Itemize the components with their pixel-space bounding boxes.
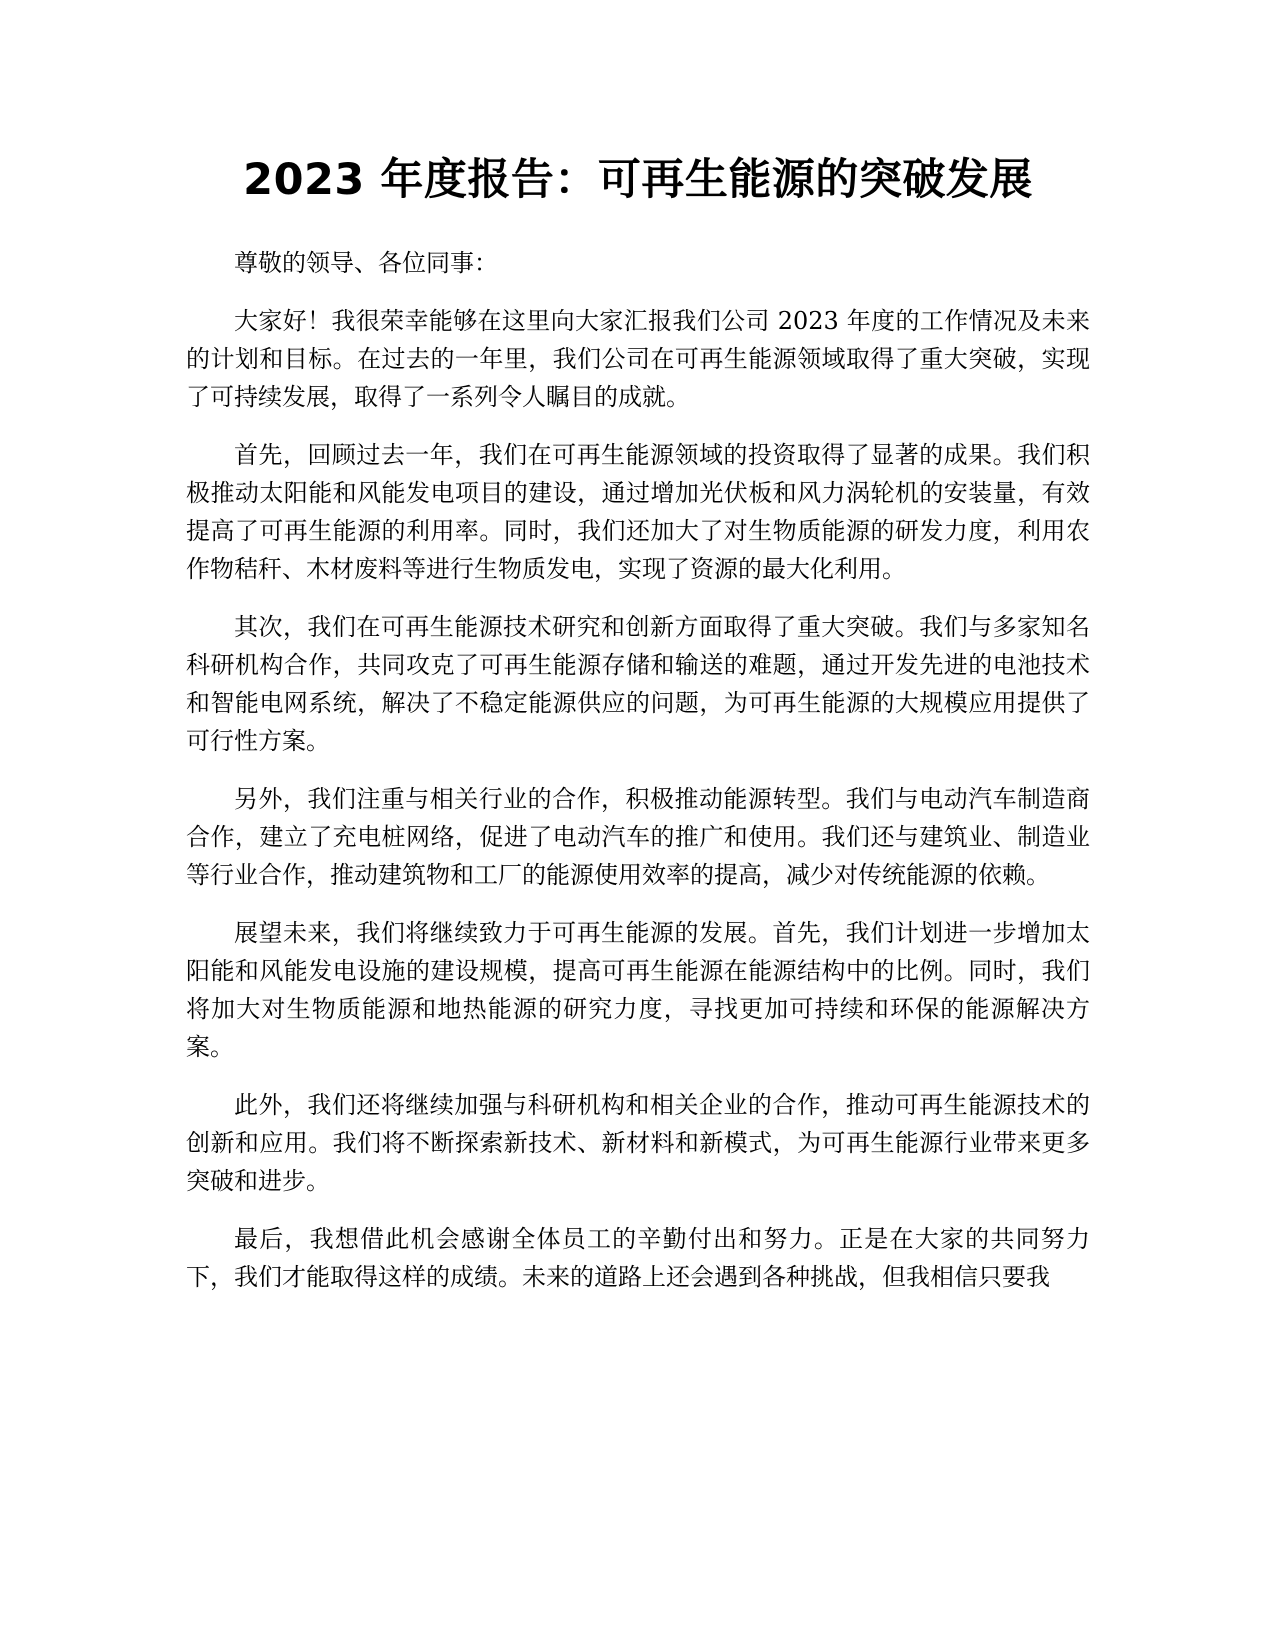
body-paragraph: 大家好！我很荣幸能够在这里向大家汇报我们公司 2023 年度的工作情况及未来的计划和目标。在过去的一年里，我们公司在可再生能源领域取得了重大突破，实现了可持续发展，取得了一系列令人瞩目的成就。 xyxy=(186,307,1090,411)
body-paragraph: 其次，我们在可再生能源技术研究和创新方面取得了重大突破。我们与多家知名科研机构合作，共同攻克了可再生能源存储和输送的难题，通过开发先进的电池技术和智能电网系统，解决了不稳定能源供应的问题，为可再生能源的大规模应用提供了可行性方案。 xyxy=(186,613,1090,755)
body-paragraph: 最后，我想借此机会感谢全体员工的辛勤付出和努力。正是在大家的共同努力下，我们才能取得这样的成绩。未来的道路上还会遇到各种挑战，但我相信只要我 xyxy=(186,1225,1090,1291)
body-paragraph: 此外，我们还将继续加强与科研机构和相关企业的合作，推动可再生能源技术的创新和应用。我们将不断探索新技术、新材料和新模式，为可再生能源行业带来更多突破和进步。 xyxy=(186,1091,1090,1195)
body-paragraph: 展望未来，我们将继续致力于可再生能源的发展。首先，我们计划进一步增加太阳能和风能发电设施的建设规模，提高可再生能源在能源结构中的比例。同时，我们将加大对生物质能源和地热能源的研究力度，寻找更加可持续和环保的能源解决方案。 xyxy=(186,919,1090,1061)
greeting-paragraph: 尊敬的领导、各位同事： xyxy=(234,249,498,277)
document-title: 2023 年度报告：可再生能源的突破发展 xyxy=(243,155,1033,205)
body-paragraph: 另外，我们注重与相关行业的合作，积极推动能源转型。我们与电动汽车制造商合作，建立了充电桩网络，促进了电动汽车的推广和使用。我们还与建筑业、制造业等行业合作，推动建筑物和工厂的能源使用效率的提高，减少对传统能源的依赖。 xyxy=(186,785,1090,889)
document-body xyxy=(186,244,1090,1316)
body-paragraph: 首先，回顾过去一年，我们在可再生能源领域的投资取得了显著的成果。我们积极推动太阳能和风能发电项目的建设，通过增加光伏板和风力涡轮机的安装量，有效提高了可再生能源的利用率。同时，我们还加大了对生物质能源的研发力度，利用农作物秸秆、木材废料等进行生物质发电，实现了资源的最大化利用。 xyxy=(186,441,1090,583)
